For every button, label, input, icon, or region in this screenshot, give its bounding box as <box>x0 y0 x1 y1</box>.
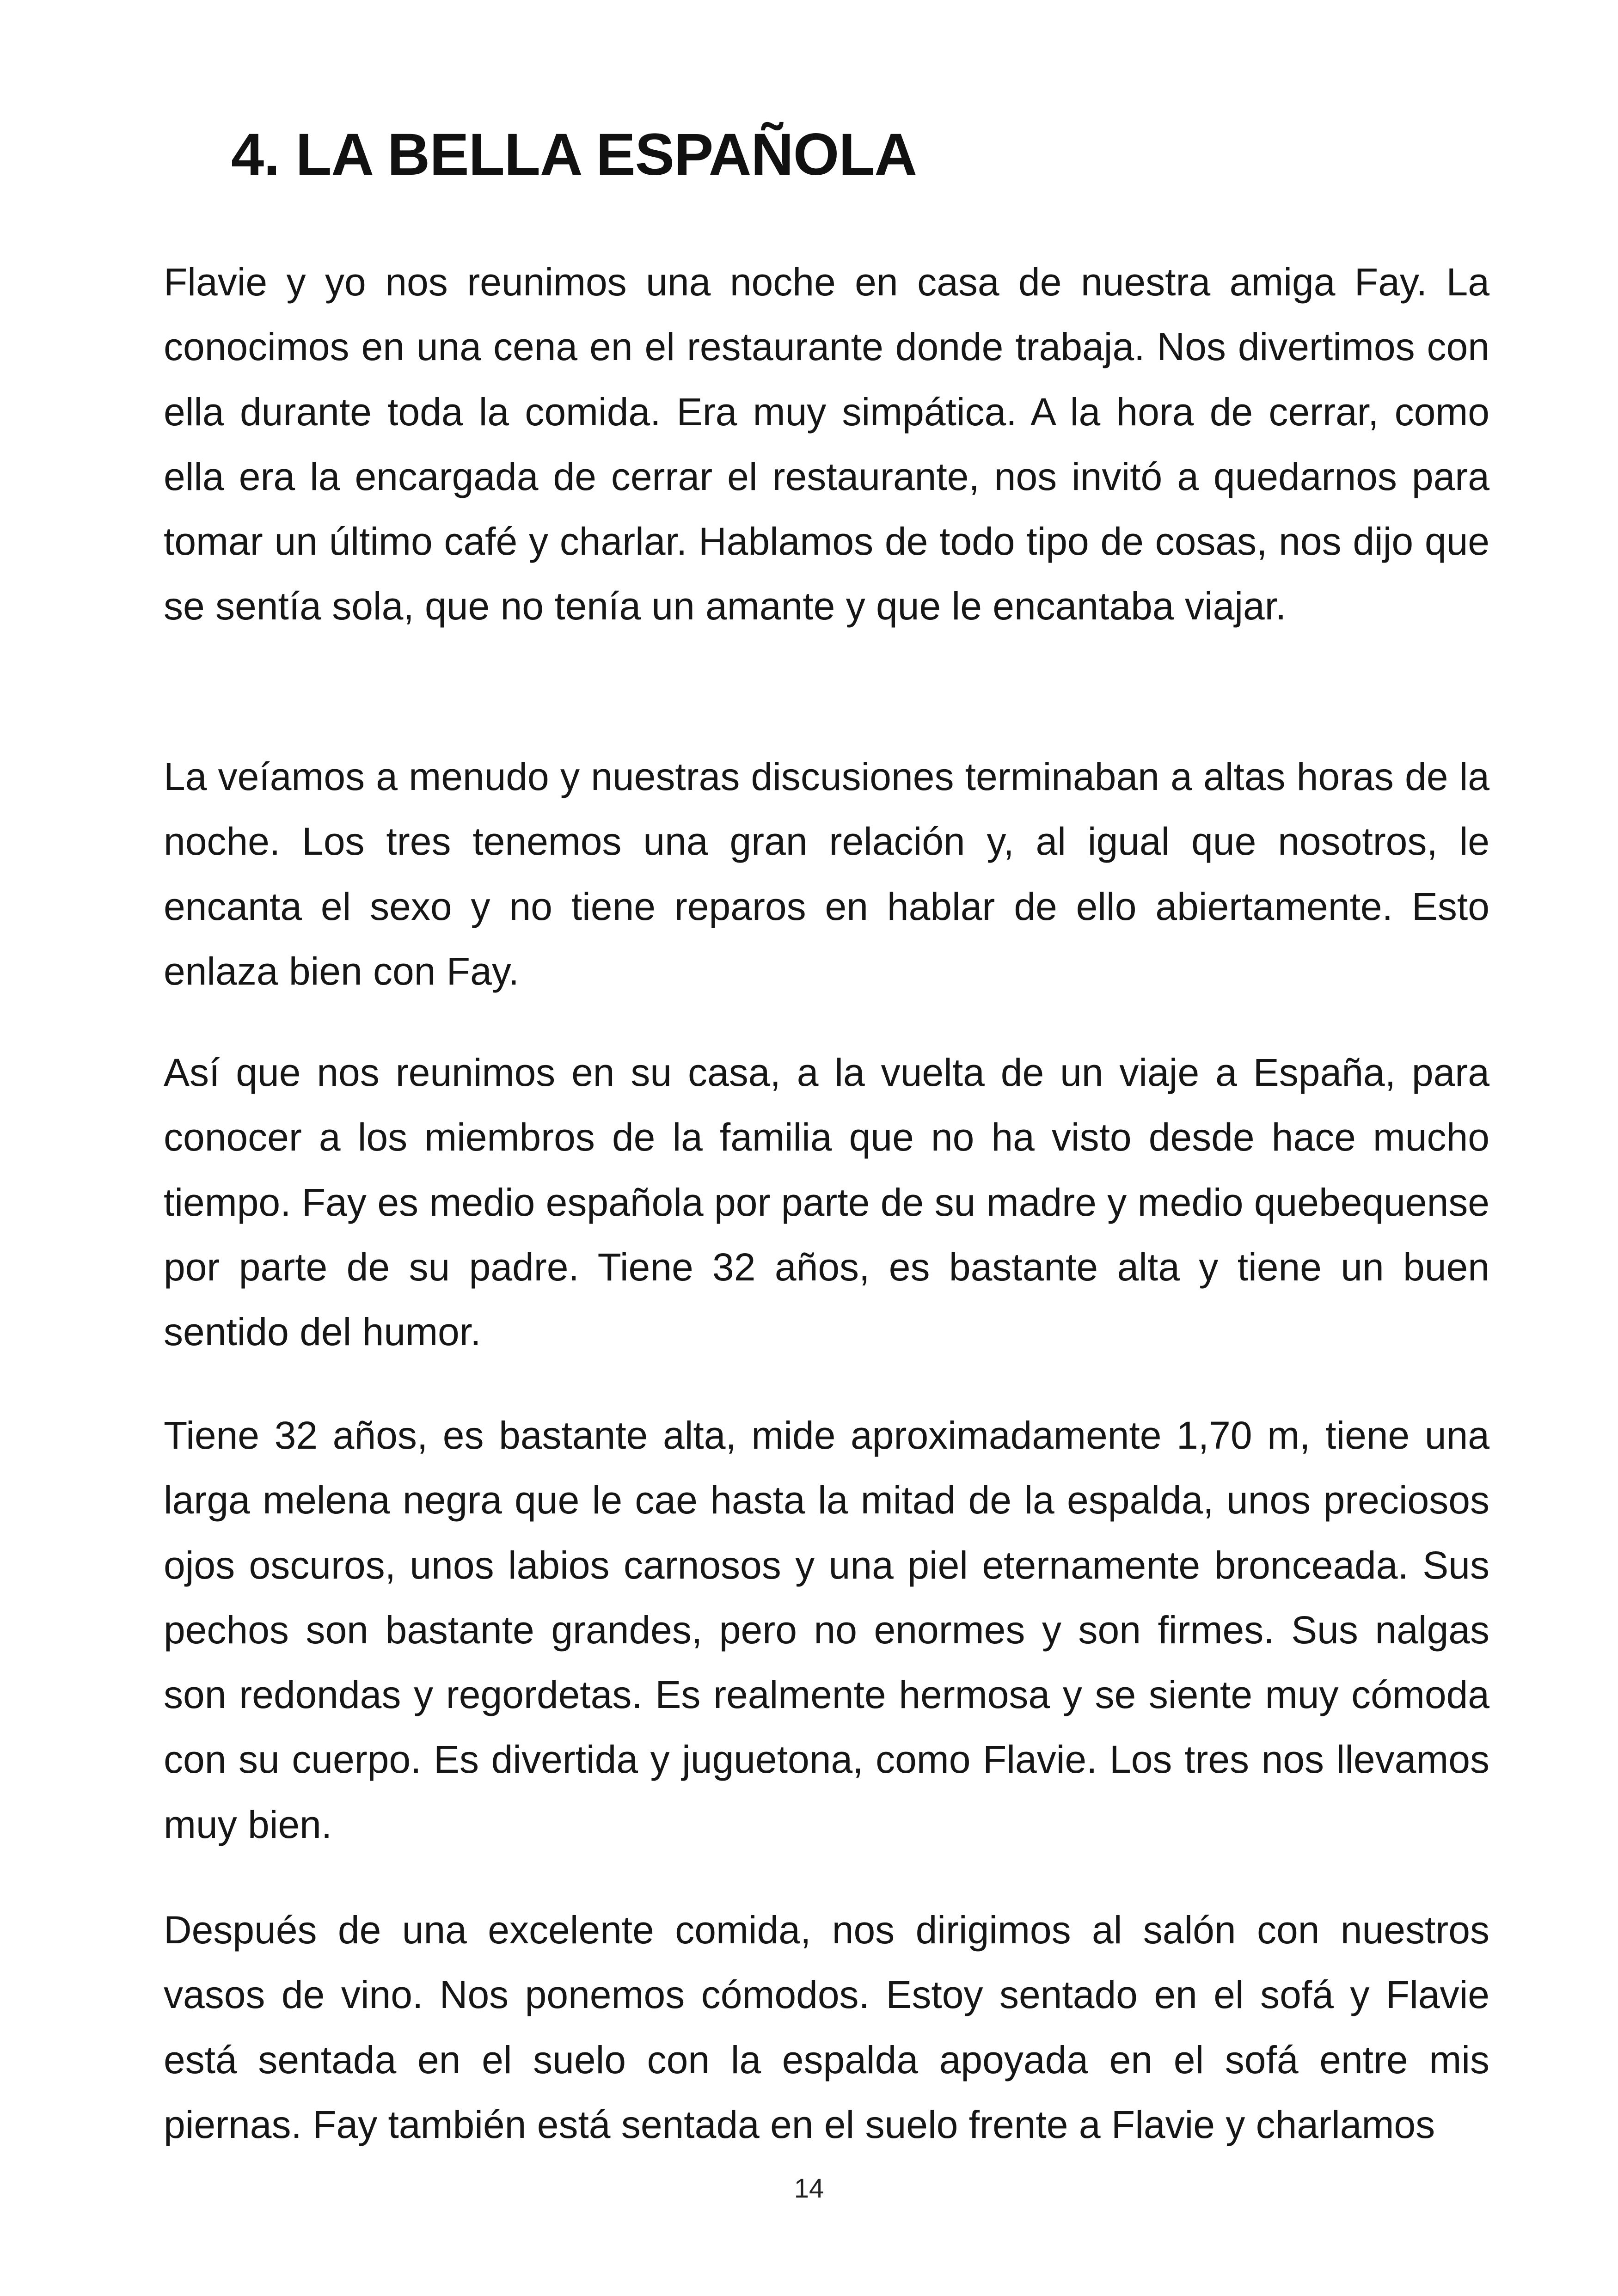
chapter-title: 4. LA BELLA ESPAÑOLA <box>231 122 917 188</box>
paragraph-5: Después de una excelente comida, nos dirigimos al salón con nuestros vasos de vino. Nos ponemos cómodos. Estoy sentado en el sofá y Flavie está sentada en el suelo con la espalda apoyada en el sofá entre mis piernas. Fay también está sentada en el suelo frente a Flavie y charlamos <box>164 1908 1489 2146</box>
paragraph-2: La veíamos a menudo y nuestras discusiones terminaban a altas horas de la noche. Los tres tenemos una gran relación y, al igual que nosotros, le encanta el sexo y no tiene reparos en hablar de ello abiertamente. Esto enlaza bien con Fay. <box>164 755 1489 993</box>
paragraph-4: Tiene 32 años, es bastante alta, mide aproximadamente 1,70 m, tiene una larga melena negra que le cae hasta la mitad de la espalda, unos preciosos ojos oscuros, unos labios carnosos y una piel eternamente bronceada. Sus pechos son bastante grandes, pero no enormes y son firmes. Sus nalgas son redondas y regordetas. Es realmente hermosa y se siente muy cómoda con su cuerpo. Es divertida y juguetona, como Flavie. Los tres nos llevamos muy bien. <box>164 1414 1489 1846</box>
paragraph-3: Así que nos reunimos en su casa, a la vuelta de un viaje a España, para conocer a los miembros de la familia que no ha visto desde hace mucho tiempo. Fay es medio española por parte de su madre y medio quebequense por parte de su padre. Tiene 32 años, es bastante alta y tiene un buen sentido del humor. <box>164 1051 1489 1354</box>
paragraph-1: Flavie y yo nos reunimos una noche en casa de nuestra amiga Fay. La conocimos en una cena en el restaurante donde trabaja. Nos divertimos con ella durante toda la comida. Era muy simpática. A la hora de cerrar, como ella era la encargada de cerrar el restaurante, nos invitó a quedarnos para tomar un último café y charlar. Hablamos de todo tipo de cosas, nos dijo que se sentía sola, que no tenía un amante y que le encantaba viajar. <box>164 260 1489 628</box>
page-number: 14 <box>794 2174 824 2204</box>
